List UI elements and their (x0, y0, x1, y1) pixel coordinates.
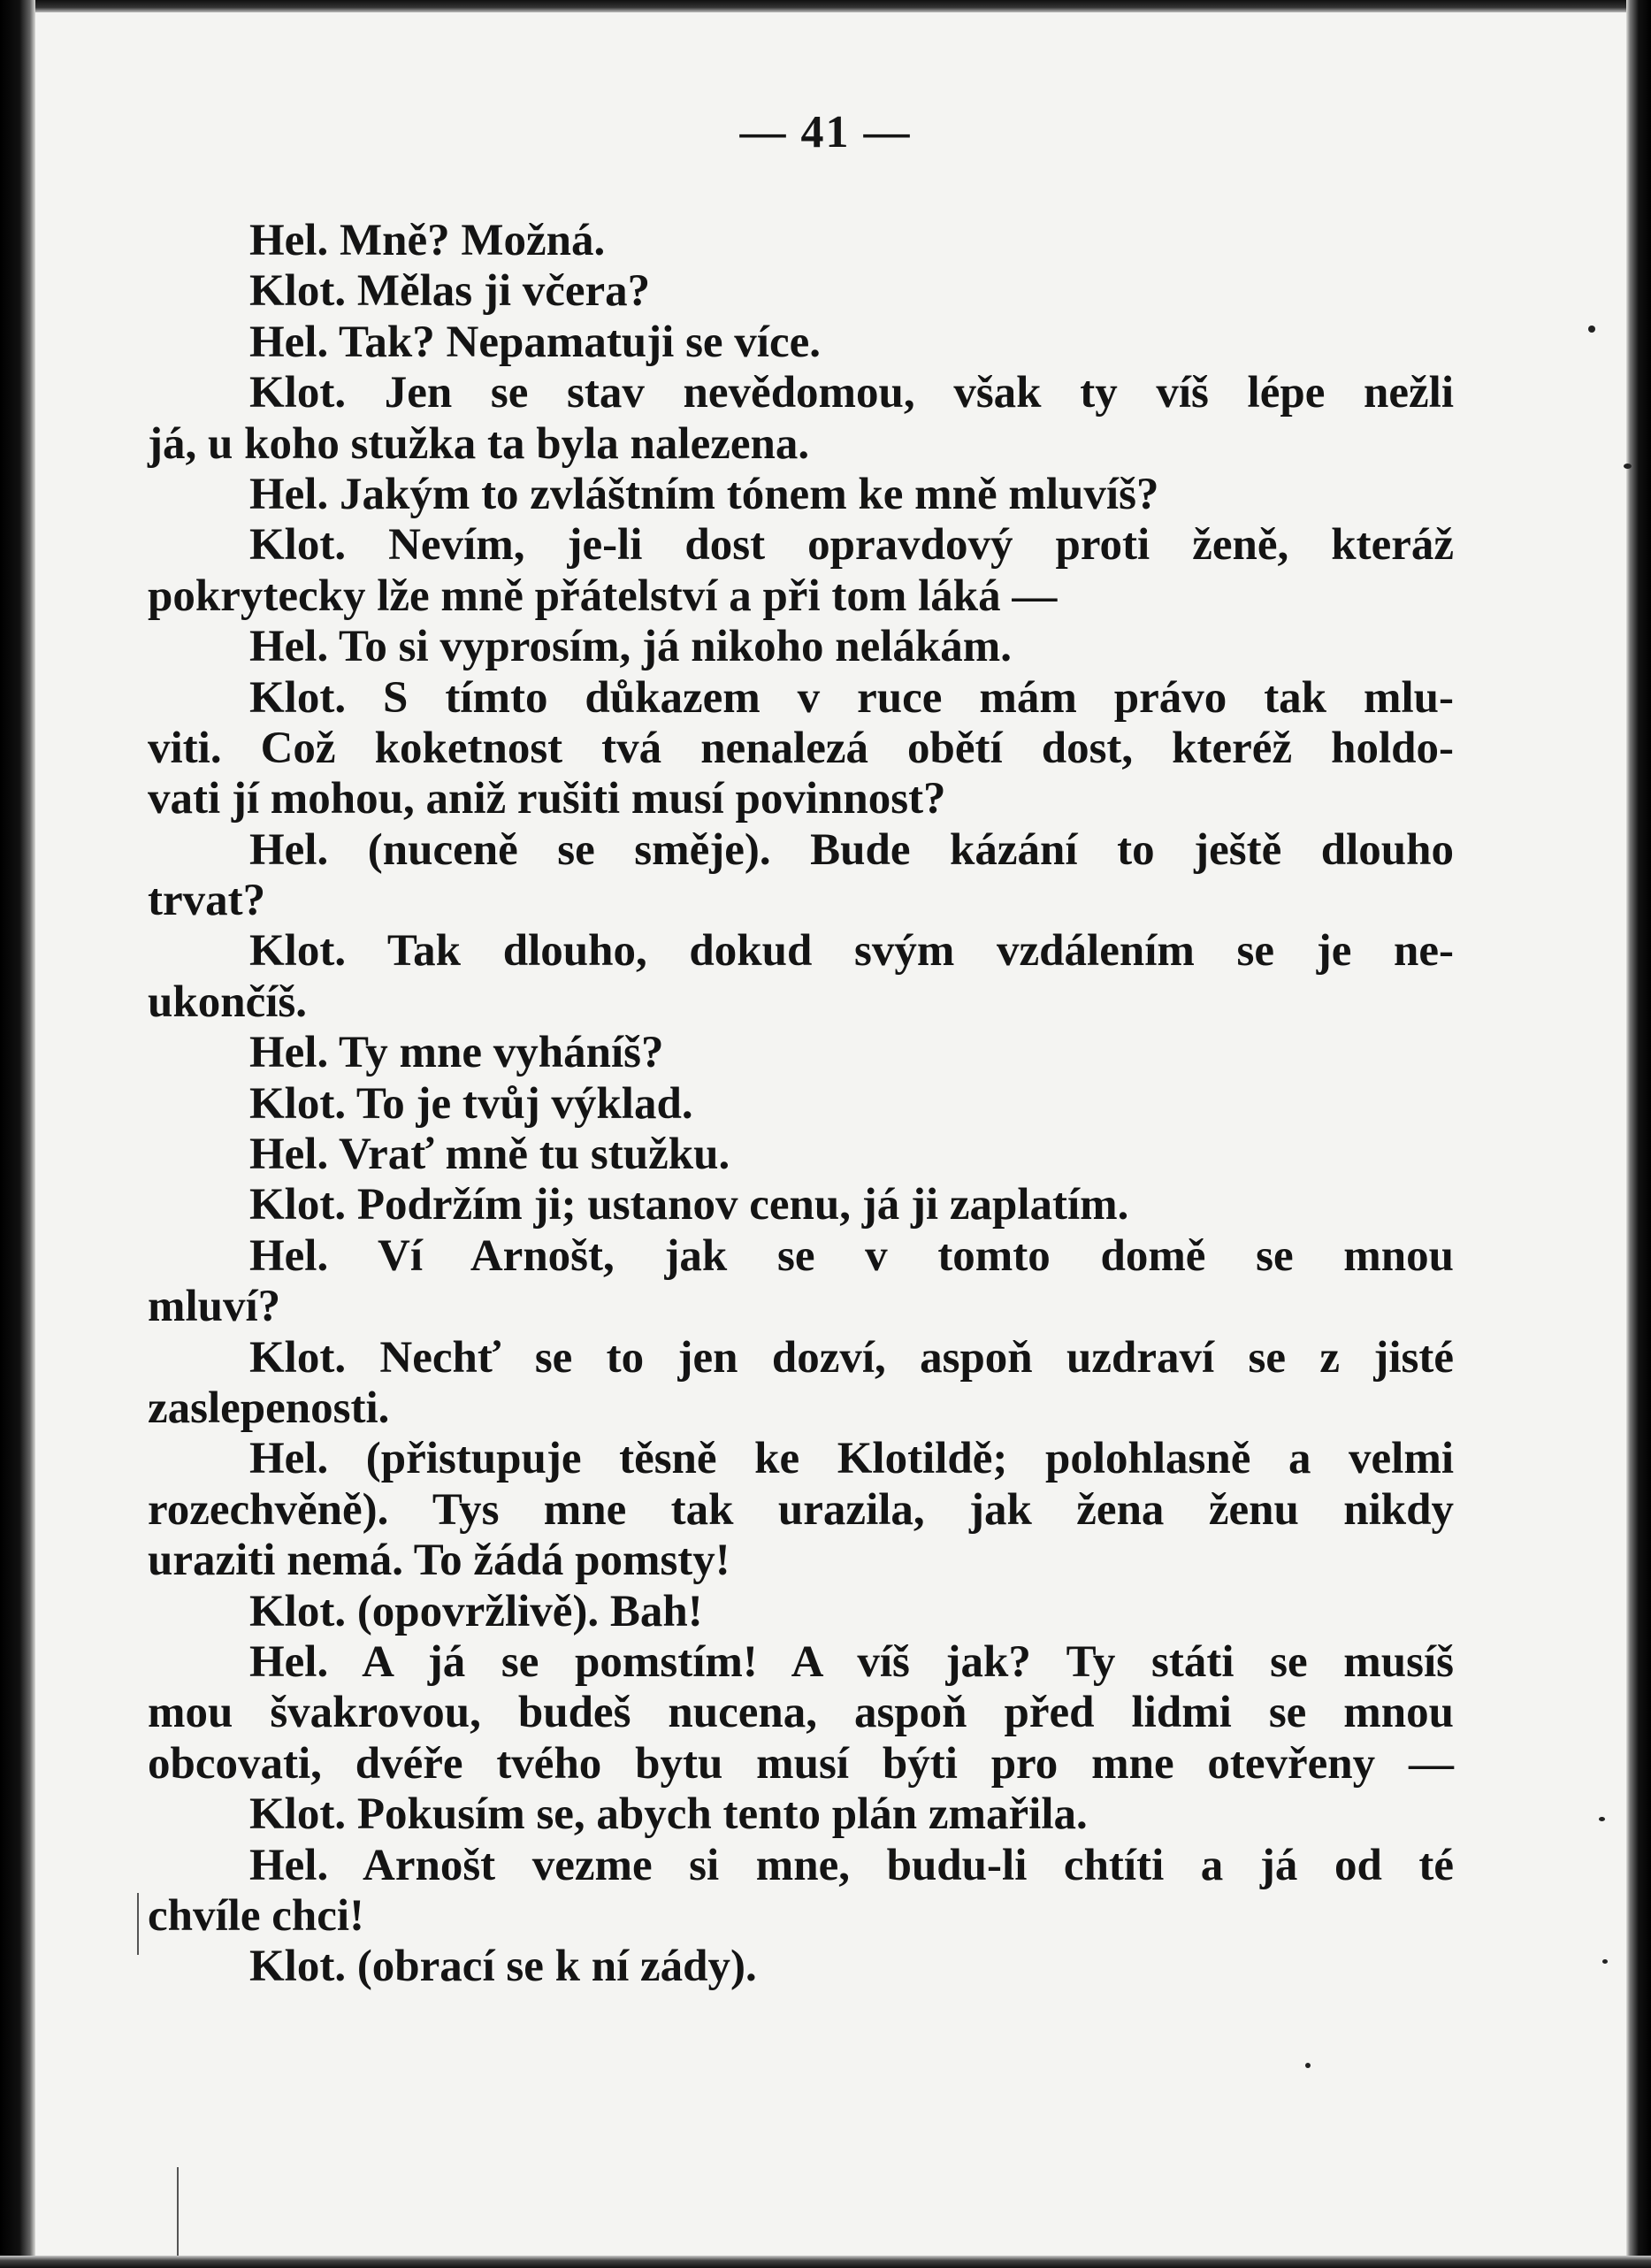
play-dialogue-text (148, 216, 1454, 1993)
text-line: Hel. Arnošt vezme si mne, budu-li chtíti a já od té (249, 1840, 1454, 1890)
text-line: pokrytecky lže mně přátelství a při tom láká — (148, 571, 1058, 621)
text-line: Klot. Jen se stav nevědomou, však ty víš lépe nežli (249, 368, 1454, 418)
text-line: Klot. (obrací se k ní zády). (249, 1942, 757, 1992)
text-line: Hel. Jakým to zvláštním tónem ke mně mluvíš? (249, 469, 1159, 519)
text-line: vati jí mohou, aniž rušiti musí povinnost? (148, 774, 946, 824)
scan-border-bottom (0, 2256, 1651, 2268)
text-line: Klot. Nevím, je-li dost opravdový proti ženě, kteráž (249, 520, 1454, 571)
scan-border-right (1626, 0, 1651, 2268)
text-line: Hel. (nuceně se směje). Bude kázání to ještě dlouho (249, 824, 1454, 875)
text-line: Klot. Nechť se to jen dozví, aspoň uzdraví se z jisté (249, 1332, 1454, 1383)
scan-border-top (0, 0, 1651, 12)
text-line: mluví? (148, 1282, 281, 1332)
text-line: Klot. Tak dlouho, dokud svým vzdálením se je ne- (249, 926, 1454, 977)
scan-speck (1602, 1959, 1608, 1964)
text-line: Klot. S tímto důkazem v ruce mám právo tak mlu- (249, 672, 1454, 723)
text-line: rozechvěně). Tys mne tak urazila, jak žena ženu nikdy (148, 1484, 1454, 1535)
text-line: mou švakrovou, budeš nucena, aspoň před lidmi se mnou (148, 1688, 1454, 1738)
scan-speck (1588, 326, 1595, 333)
text-line: Klot. (opovržlivě). Bah! (249, 1586, 703, 1636)
text-line: Hel. To si vyprosím, já nikoho nelákám. (249, 622, 1012, 672)
text-line: trvat? (148, 876, 266, 926)
text-line: Hel. Ví Arnošt, jak se v tomto domě se mnou (249, 1230, 1454, 1281)
text-line: chvíle chci! (148, 1890, 365, 1941)
text-line: uraziti nemá. To žádá pomsty! (148, 1536, 730, 1586)
scan-speck (1305, 2063, 1311, 2068)
text-line: Hel. Mně? Možná. (249, 216, 606, 265)
text-line: Klot. To je tvůj výklad. (249, 1078, 693, 1129)
text-line: Hel. Ty mne vyháníš? (249, 1028, 664, 1078)
scan-border-left (0, 0, 35, 2268)
scan-speck (1599, 1817, 1605, 1821)
scan-margin-mark (137, 1893, 139, 1955)
text-line: obcovati, dvéře tvého bytu musí býti pro mne otevřeny — (148, 1738, 1454, 1789)
text-line: Hel. Tak? Nepamatuji se více. (249, 317, 821, 367)
page-number: — 41 — (739, 107, 912, 157)
text-line: ukončíš. (148, 977, 307, 1027)
text-line: Hel. (přistupuje těsně ke Klotildě; polohlasně a velmi (249, 1434, 1454, 1484)
text-line: já, u koho stužka ta byla nalezena. (148, 418, 810, 469)
text-line: zaslepenosti. (148, 1383, 390, 1433)
scan-margin-mark (177, 2167, 179, 2256)
scan-speck (1624, 464, 1632, 469)
text-line: Klot. Podržím ji; ustanov cenu, já ji zaplatím. (249, 1180, 1129, 1230)
text-line: viti. Což koketnost tvá nenalezá obětí dost, kteréž holdo- (148, 723, 1454, 773)
text-line: Klot. Mělas ji včera? (249, 266, 651, 317)
text-line: Klot. Pokusím se, abych tento plán zmařila. (249, 1789, 1088, 1840)
text-line: Hel. A já se pomstím! A víš jak? Ty státi se musíš (249, 1636, 1454, 1687)
text-line: Hel. Vrať mně tu stužku. (249, 1130, 730, 1180)
